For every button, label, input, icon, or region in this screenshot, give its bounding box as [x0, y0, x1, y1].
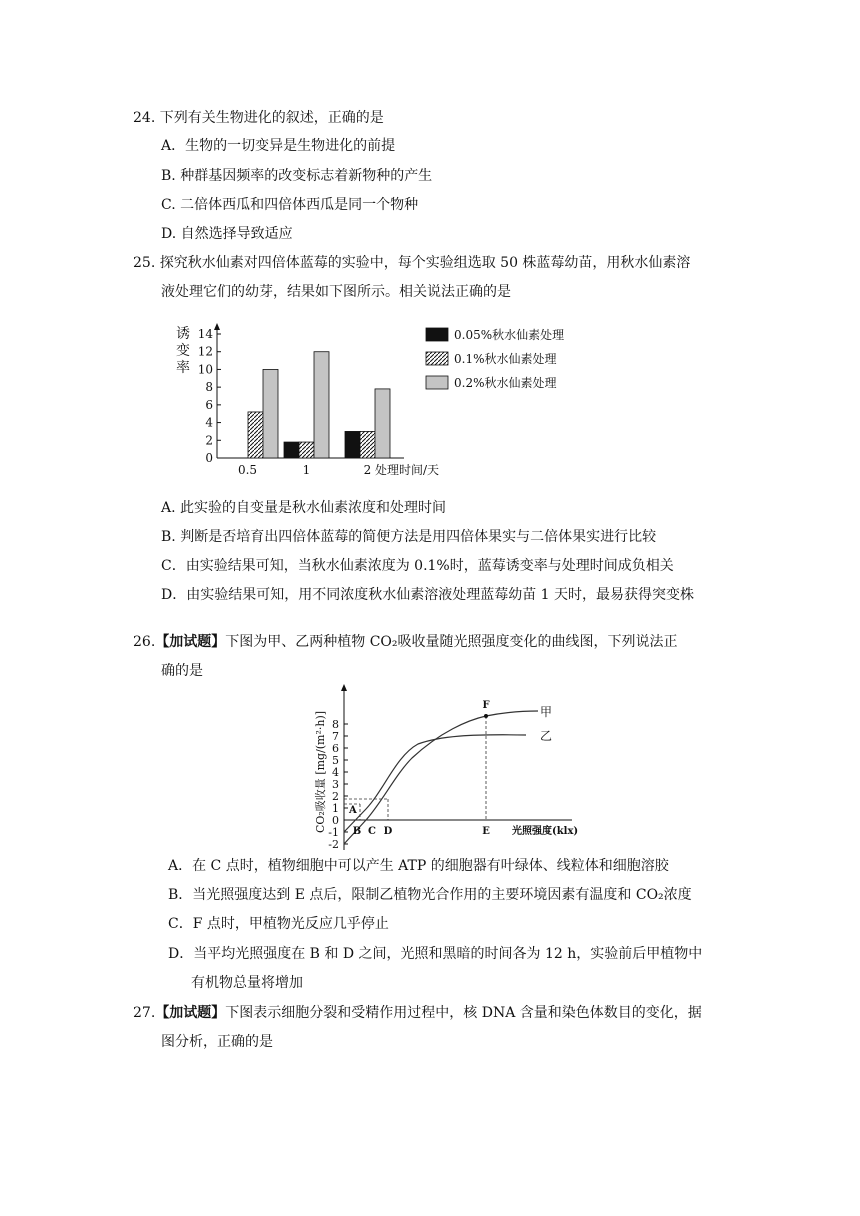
bar-y-tick-label: 12 — [197, 344, 213, 359]
bar-1-1 — [299, 442, 314, 458]
co2-ytick: 7 — [332, 730, 339, 743]
co2-ytick: 1 — [332, 802, 339, 815]
co2-ytick: 0 — [332, 814, 339, 827]
legend-label-0: 0.05%秋水仙素处理 — [454, 328, 565, 342]
bar-x-tick-label: 0.5 — [237, 463, 258, 477]
bar-y-tick-label: 6 — [205, 397, 213, 412]
legend-swatch-2 — [426, 376, 448, 389]
bar-2-0 — [263, 369, 278, 458]
q27-stem-line2: 图分析，正确的是 — [161, 1034, 273, 1050]
co2-ylabel: CO₂吸收量 [mg/(m²·h)] — [314, 710, 327, 834]
q24-option-a: A．生物的一切变异是生物进化的前提 — [161, 138, 396, 154]
bar-1-2 — [360, 431, 375, 458]
co2-label-f: F — [482, 700, 490, 711]
bar-y-tick-label: 10 — [197, 362, 213, 377]
q24-option-d: D. 自然选择导致适应 — [161, 226, 293, 242]
bar-2-2 — [375, 389, 390, 458]
q26-option-d-line2: 有机物总量将增加 — [191, 975, 303, 991]
co2-label-c: C — [368, 826, 376, 837]
q27-number: 27. — [133, 1005, 156, 1021]
point-f — [484, 714, 488, 718]
q26-number: 26. — [133, 634, 156, 650]
bar-ylabel-char: 诱 — [176, 326, 190, 342]
bar-xlabel: 处理时间/天 — [375, 463, 440, 477]
bar-y-tick-label: 8 — [205, 380, 213, 395]
curve-jia — [344, 711, 538, 844]
bar-0-1 — [284, 442, 299, 458]
co2-label-b: B — [352, 826, 362, 837]
q26-option-c: C．F 点时，甲植物光反应几乎停止 — [168, 916, 389, 932]
co2-label-a: A — [349, 805, 357, 816]
bar-y-axis-arrow — [214, 323, 220, 330]
bar-0-2 — [345, 431, 360, 458]
q25-stem-line1: 25. 探究秋水仙素对四倍体蓝莓的实验中，每个实验组选取 50 株蓝莓幼苗，用秋水仙素溶 — [133, 255, 691, 271]
bar-x-tick-label: 2 — [363, 463, 372, 477]
q25-option-d: D．由实验结果可知，用不同浓度秋水仙素溶液处理蓝莓幼苗 1 天时，最易获得突变株 — [161, 587, 695, 603]
q26-option-a: A．在 C 点时，植物细胞中可以产生 ATP 的细胞器有叶绿体、线粒体和细胞溶胶 — [168, 858, 669, 874]
bar-y-tick-label: 14 — [197, 327, 213, 341]
bar-y-tick-label: 0 — [205, 451, 213, 465]
co2-ytick: 4 — [332, 766, 339, 779]
bar-ylabel-char: 率 — [176, 360, 190, 376]
q26-option-b: B．当光照强度达到 E 点后，限制乙植物光合作用的主要环境因素有温度和 CO₂浓度 — [168, 887, 692, 903]
co2-label-d: D — [383, 826, 393, 837]
co2-xlabel: 光照强度(klx) — [512, 826, 579, 837]
q25-option-c: C．由实验结果可知，当秋水仙素浓度为 0.1%时，蓝莓诱变率与处理时间成负相关 — [161, 558, 674, 574]
curve-label-yi: 乙 — [540, 729, 553, 743]
co2-ytick: -1 — [328, 826, 339, 839]
co2-ytick: 5 — [332, 754, 339, 767]
legend-swatch-0 — [426, 328, 448, 341]
q24-option-c: C. 二倍体西瓜和四倍体西瓜是同一个物种 — [161, 197, 419, 213]
legend-label-1: 0.1%秋水仙素处理 — [454, 352, 557, 366]
q26-tag: 【加试题】 — [155, 634, 226, 650]
bar-ylabel-char: 变 — [176, 343, 190, 359]
q26-stem-line1 — [133, 633, 678, 651]
legend-label-2: 0.2%秋水仙素处理 — [454, 376, 557, 390]
bar-x-tick-label: 1 — [302, 463, 311, 477]
q25-option-b: B. 判断是否培育出四倍体蓝莓的简便方法是用四倍体果实与二倍体果实进行比较 — [161, 529, 657, 545]
legend-swatch-1 — [426, 352, 448, 365]
bar-1-0 — [248, 412, 263, 458]
co2-label-e: E — [482, 826, 490, 837]
curve-label-jia: 甲 — [540, 705, 553, 719]
q26-stem-text: 下图为甲、乙两种植物 CO₂吸收量随光照强度变化的曲线图，下列说法正 — [225, 634, 678, 650]
curve-yi — [344, 735, 526, 832]
bar-y-tick-label: 4 — [205, 415, 213, 430]
bar-chart — [170, 318, 590, 480]
q27-stem-line1 — [133, 1004, 702, 1022]
q24-option-b: B. 种群基因频率的改变标志着新物种的产生 — [161, 168, 433, 184]
q25-option-a: A. 此实验的自变量是秋水仙素浓度和处理时间 — [161, 500, 447, 516]
co2-ytick: 6 — [332, 742, 339, 755]
co2-ytick: -2 — [328, 838, 339, 851]
q27-tag: 【加试题】 — [155, 1005, 226, 1021]
co2-ytick: 8 — [332, 718, 339, 731]
co2-ytick: 2 — [332, 790, 339, 803]
q26-stem-line2: 确的是 — [161, 663, 203, 679]
q26-option-d: D．当平均光照强度在 B 和 D 之间，光照和黑暗的时间各为 12 h，实验前后甲植物中 — [168, 946, 703, 962]
q27-stem-text: 下图表示细胞分裂和受精作用过程中，核 DNA 含量和染色体数目的变化，据 — [225, 1005, 702, 1021]
co2-graph — [300, 682, 580, 852]
q24-stem: 24. 下列有关生物进化的叙述，正确的是 — [133, 110, 384, 126]
q25-stem-line2: 液处理它们的幼芽，结果如下图所示。相关说法正确的是 — [161, 284, 511, 300]
co2-ytick: 3 — [332, 778, 339, 791]
bar-2-1 — [314, 352, 329, 458]
bar-y-tick-label: 2 — [205, 433, 213, 448]
